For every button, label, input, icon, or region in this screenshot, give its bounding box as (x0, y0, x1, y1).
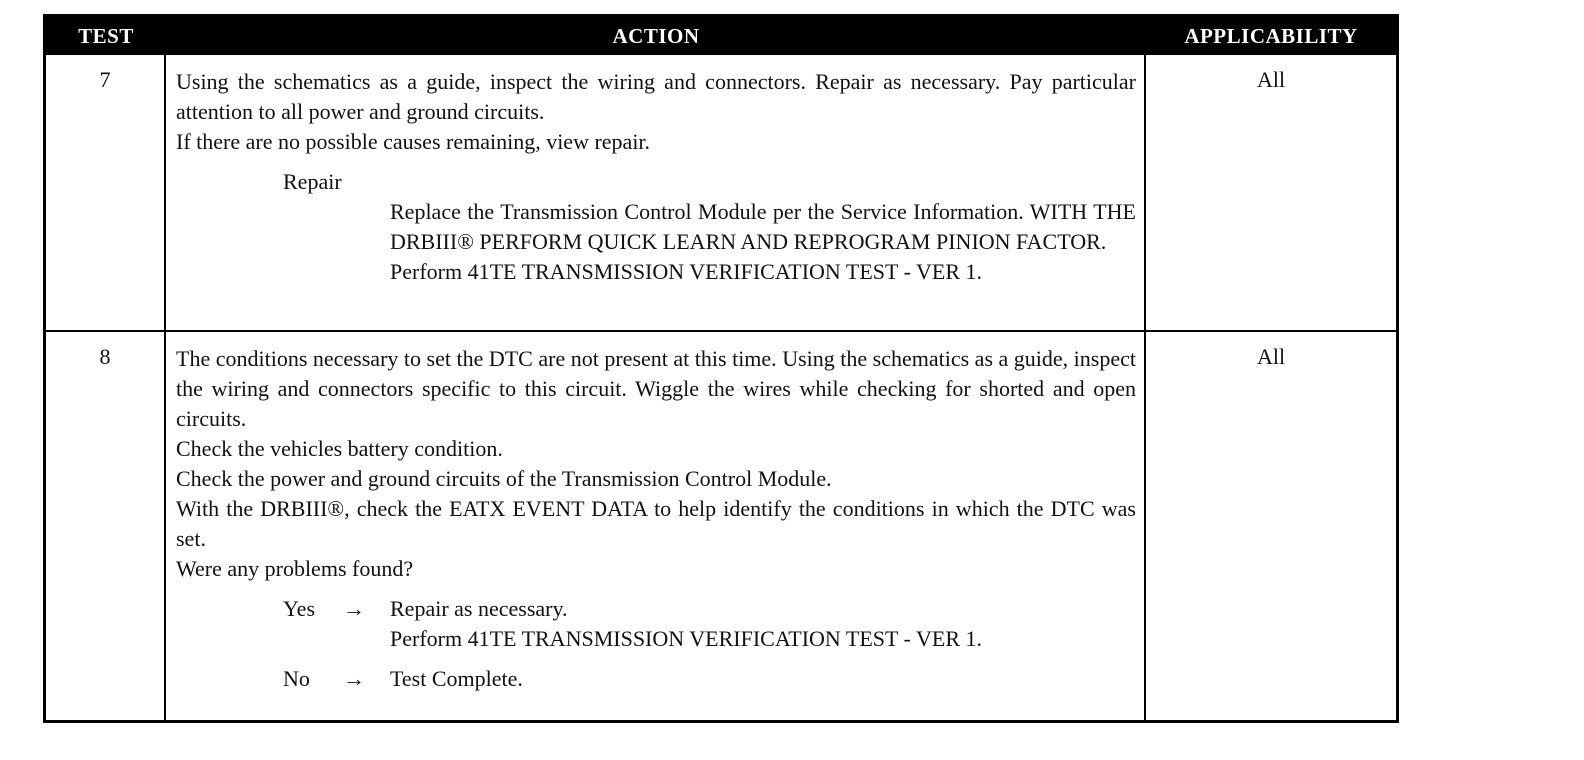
option-text (390, 594, 1136, 654)
action-text: If there are no possible causes remaining, view repair. (176, 129, 651, 154)
option-yes (283, 594, 1136, 654)
diagnostic-table (43, 14, 1399, 723)
table-row (46, 330, 1396, 720)
arrow-icon: → (343, 596, 365, 621)
option-key: Yes (283, 596, 316, 621)
option-line: Test Complete. (390, 666, 523, 691)
repair-text: Replace the Transmission Control Module per the Service Information. WITH THE DRBIII® PERFORM QUICK LEARN AND REPROGRAM PINION FACTOR. (390, 199, 1136, 254)
option-key: No (283, 666, 310, 691)
option-line: Perform 41TE TRANSMISSION VERIFICATION TEST - VER 1. (390, 626, 982, 651)
header-applicability: APPLICABILITY (1184, 23, 1358, 48)
repair-label: Repair (283, 169, 342, 194)
repair-text: Perform 41TE TRANSMISSION VERIFICATION TEST - VER 1. (390, 259, 982, 284)
test-number: 8 (46, 332, 166, 720)
action-cell (166, 55, 1146, 330)
header-test: TEST (78, 23, 134, 48)
action-text: Using the schematics as a guide, inspect the wiring and connectors. Repair as necessary. Pay particular attention to all power and ground circuits. (176, 69, 1136, 124)
option-line: Repair as necessary. (390, 596, 568, 621)
arrow-icon: → (343, 666, 365, 691)
header-action: ACTION (612, 23, 700, 48)
applicability-value: All (1256, 67, 1286, 92)
applicability-value: All (1256, 344, 1286, 369)
table-header (46, 17, 1396, 55)
action-text: The conditions necessary to set the DTC are not present at this time. Using the schematics as a guide, inspect the wiring and connectors specific to this circuit. Wiggle the wires while checking for shorted and open circuits. (176, 346, 1136, 431)
action-text: Check the power and ground circuits of the Transmission Control Module. (176, 466, 832, 491)
option-text (390, 664, 1136, 694)
action-text: Check the vehicles battery condition. (176, 436, 503, 461)
table-row (46, 55, 1396, 330)
action-question: Were any problems found? (176, 556, 414, 581)
action-text: With the DRBIII®, check the EATX EVENT DATA to help identify the conditions in which the DTC was set. (176, 496, 1136, 551)
option-no (283, 664, 1136, 694)
action-cell (166, 332, 1146, 720)
test-number: 7 (46, 55, 166, 330)
